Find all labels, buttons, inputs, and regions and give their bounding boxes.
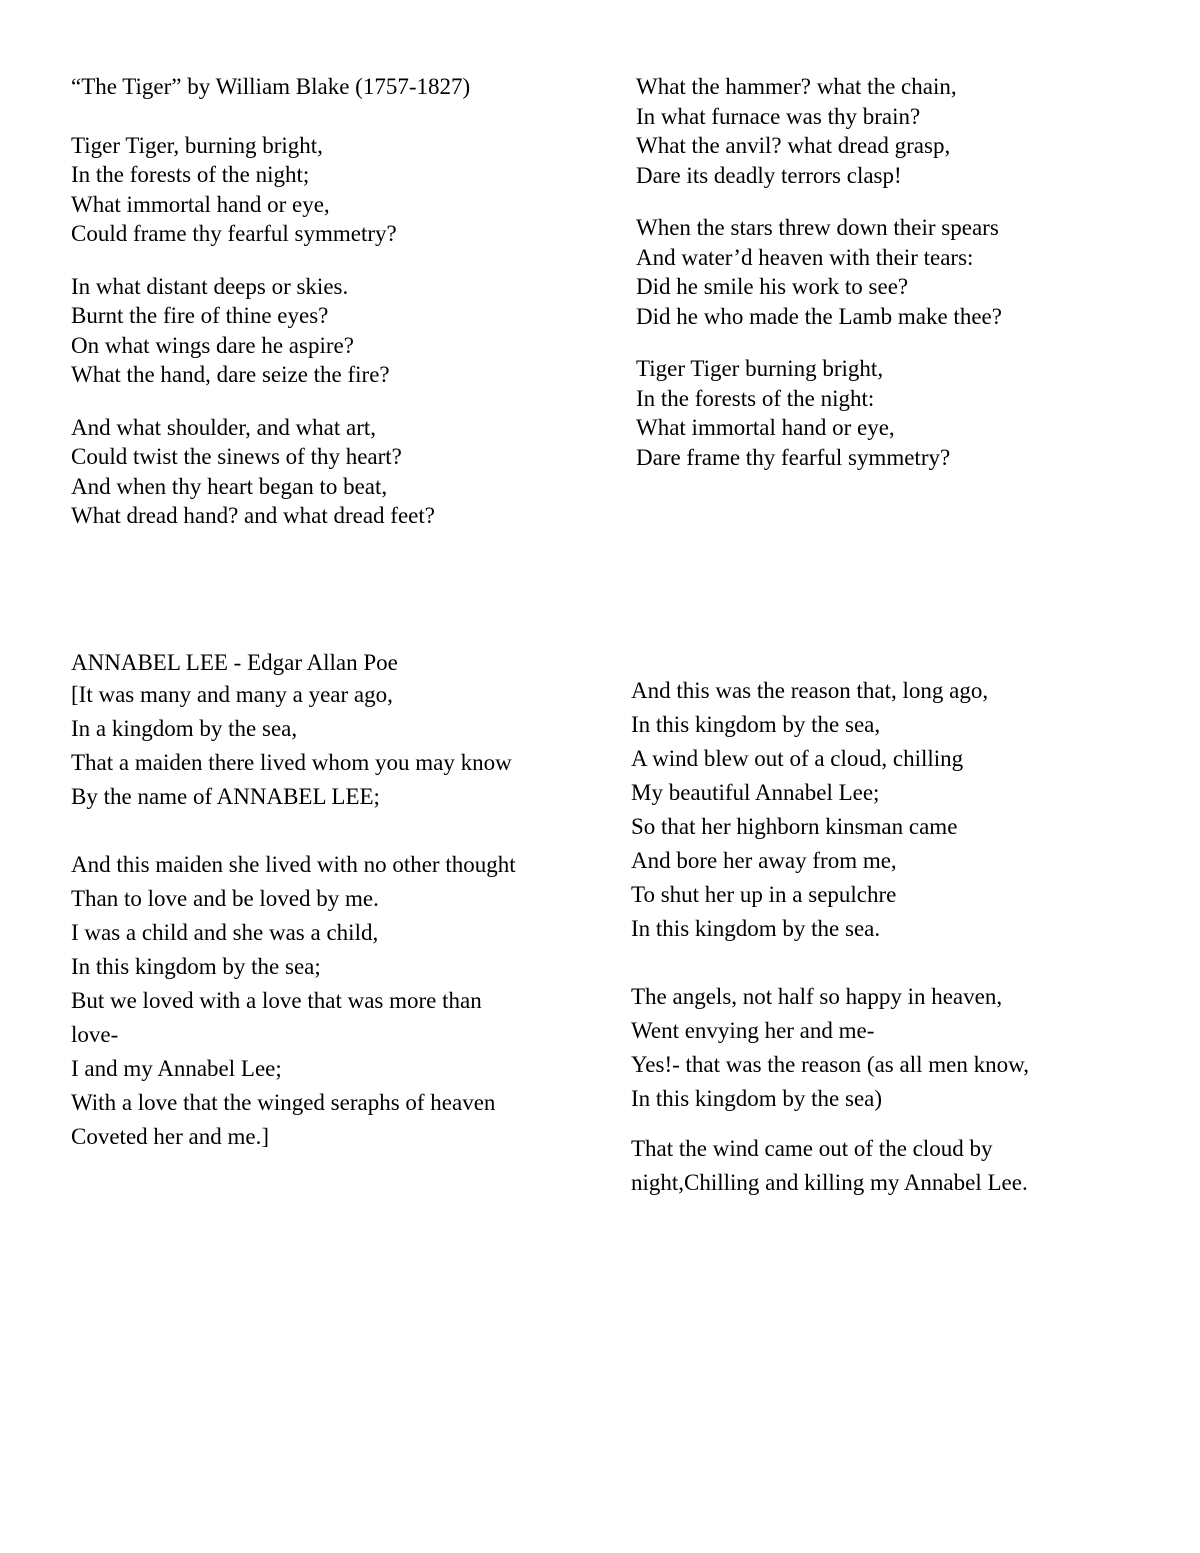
poem-line: Dare its deadly terrors clasp!	[636, 162, 902, 188]
poem-line: Burnt the fire of thine eyes?	[71, 303, 329, 328]
poem-line: Did he who made the Lamb make thee?	[636, 303, 1002, 329]
tiger-stanza-3	[71, 413, 470, 531]
poem-line: When the stars threw down their spears	[636, 215, 999, 240]
poem-line: Yes!- that was the reason (as all men know,	[631, 1052, 1029, 1077]
poem-line: And what shoulder, and what art,	[71, 414, 377, 440]
annabel-right-column	[631, 674, 1029, 1200]
poem-line: night,Chilling and killing my Annabel Lee.	[631, 1170, 1028, 1195]
annabel-block-1	[71, 678, 516, 814]
poem-line: That the wind came out of the cloud by	[631, 1136, 993, 1161]
poem-line: Could frame thy fearful symmetry?	[71, 221, 397, 246]
poem-line: [It was many and many a year ago,	[71, 682, 393, 707]
poem-line: love-	[71, 1022, 119, 1047]
tiger-stanza-6	[636, 354, 1002, 472]
poem-line: Could twist the sinews of thy heart?	[71, 444, 402, 469]
poem-line: Tiger Tiger, burning bright,	[71, 132, 323, 158]
stanza-gap	[631, 946, 1029, 980]
annabel-left-column	[71, 650, 516, 1154]
tiger-stanza-1	[71, 131, 470, 249]
annabel-block-4	[631, 980, 1029, 1116]
poem-line: With a love that the winged seraphs of heaven	[71, 1090, 496, 1115]
poem-line: In a kingdom by the sea,	[71, 716, 298, 741]
poem-line: I was a child and she was a child,	[71, 920, 379, 945]
poem-line: And when thy heart began to beat,	[71, 473, 388, 499]
tiger-left-column	[71, 72, 470, 554]
poem-line: Than to love and be loved by me.	[71, 886, 379, 911]
poem-line: I and my Annabel Lee;	[71, 1056, 282, 1081]
poem-line: In this kingdom by the sea;	[71, 954, 321, 979]
poem-line: My beautiful Annabel Lee;	[631, 780, 880, 805]
annabel-block-5	[631, 1132, 1029, 1200]
poem-line: In this kingdom by the sea)	[631, 1086, 883, 1111]
poem-line: The angels, not half so happy in heaven,	[631, 984, 1003, 1009]
poem-line: In the forests of the night;	[71, 162, 310, 187]
stanza-gap	[71, 814, 516, 848]
tiger-title: “The Tiger” by William Blake (1757-1827)	[71, 74, 471, 99]
poem-line: What the anvil? what dread grasp,	[636, 133, 951, 158]
annabel-block-3	[631, 674, 1029, 946]
poem-line: And bore her away from me,	[631, 848, 897, 873]
tiger-right-column	[636, 72, 1002, 495]
annabel-block-2	[71, 848, 516, 1154]
poem-line: And this maiden she lived with no other thought	[71, 852, 516, 877]
poem-line: That a maiden there lived whom you may know	[71, 750, 512, 775]
poem-line: What immortal hand or eye,	[636, 415, 895, 440]
poem-line: What the hand, dare seize the fire?	[71, 362, 390, 387]
poem-line: Tiger Tiger burning bright,	[636, 356, 884, 381]
tiger-stanza-5	[636, 213, 1002, 331]
tiger-stanza-2	[71, 272, 470, 390]
poem-line: Went envying her and me-	[631, 1018, 875, 1043]
poem-line: Coveted her and me.]	[71, 1124, 269, 1149]
poem-line: What the hammer? what the chain,	[636, 74, 957, 99]
poem-line: And this was the reason that, long ago,	[631, 678, 989, 703]
annabel-title: ANNABEL LEE - Edgar Allan Poe	[71, 650, 398, 675]
poem-line: Did he smile his work to see?	[636, 274, 909, 299]
poem-line: By the name of ANNABEL LEE;	[71, 784, 380, 809]
poem-line: In this kingdom by the sea,	[631, 712, 881, 737]
tiger-stanza-4	[636, 72, 1002, 190]
poem-line: In this kingdom by the sea.	[631, 916, 881, 941]
poem-line: On what wings dare he aspire?	[71, 332, 354, 358]
poem-line: What immortal hand or eye,	[71, 191, 330, 217]
poem-line: So that her highborn kinsman came	[631, 814, 958, 839]
poem-line: And water’d heaven with their tears:	[636, 244, 974, 270]
poem-line: But we loved with a love that was more than	[71, 988, 482, 1013]
stanza-gap	[631, 1116, 1029, 1132]
poem-line: Dare frame thy fearful symmetry?	[636, 444, 951, 470]
poem-line: In what furnace was thy brain?	[636, 103, 921, 129]
poem-line: In the forests of the night:	[636, 385, 875, 411]
poem-line: In what distant deeps or skies.	[71, 273, 349, 299]
poem-line: To shut her up in a sepulchre	[631, 882, 897, 907]
poem-line: A wind blew out of a cloud, chilling	[631, 746, 964, 771]
poem-line: What dread hand? and what dread feet?	[71, 503, 435, 528]
